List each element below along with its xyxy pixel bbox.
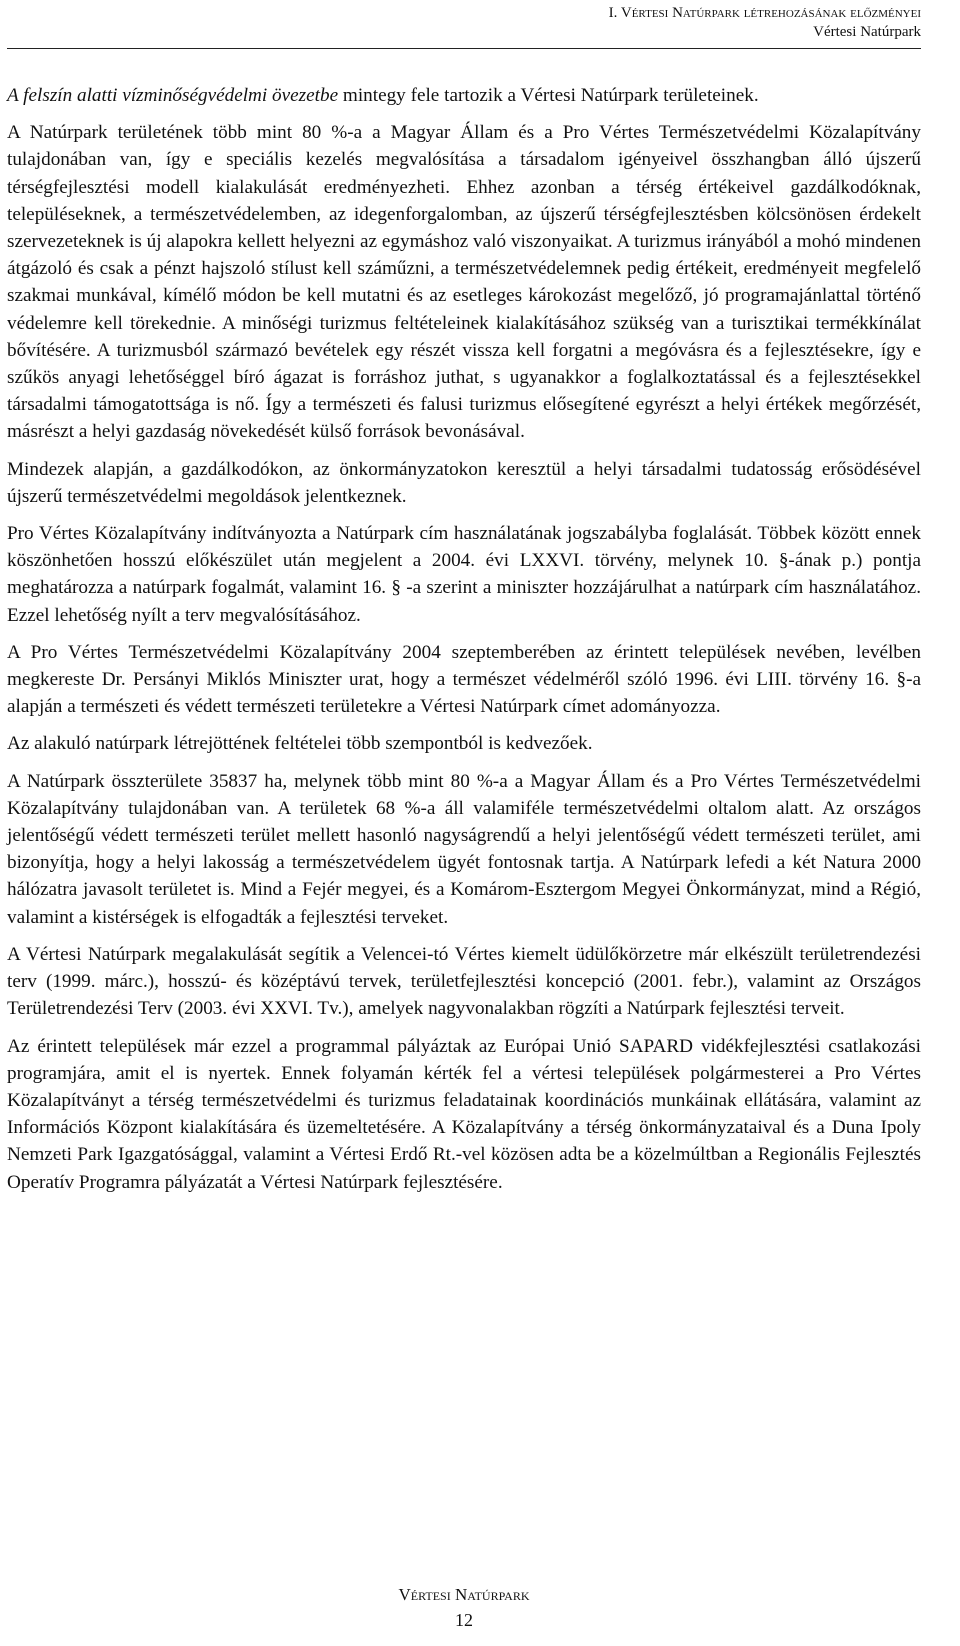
footer-title: Vértesi Natúrpark	[398, 1585, 530, 1604]
header-divider	[7, 48, 921, 49]
paragraph-8: A Vértesi Natúrpark megalakulását segítik a Velencei-tó Vértes kiemelt üdülőkörzetre már elkészült területrendezési terv (1999. márc.), hosszú- és középtávú tervek, területfejlesztési koncepció (2001. febr.), valamint az Országos Területrendezési Terv (2003. évi XXVI. Tv.), amelyek nagyvonalakban rögzíti a Natúrpark fejlesztési terveit.	[7, 943, 921, 1020]
paragraph-4: Pro Vértes Közalapítvány indítványozta a Natúrpark cím használatának jogszabályba foglalását. Többek között ennek köszönhetően hosszú előkészület után megjelent a 2004. évi LXXVI. törvény, melynek 10. §-ának p.) pontja meghatározza a natúrpark fogalmát, valamint 16. § -a szerint a miniszter hozzájárulhat a natúrpark cím használatához. Ezzel lehetőség nyílt a terv megvalósításához.	[7, 523, 921, 626]
paragraph-3: Mindezek alapján, a gazdálkodókon, az önkormányzatokon keresztül a helyi társadalmi tudatosság erősödésével újszerű természetvédelmi megoldások jelentkeznek.	[7, 458, 921, 507]
italic-term: A felszín alatti vízminőségvédelmi övezetbe	[7, 85, 339, 106]
header-subtitle: Vértesi Natúrpark	[813, 24, 921, 40]
paragraph-2: A Natúrpark területének több mint 80 %-a a Magyar Állam és a Pro Vértes Természetvédelmi Közalapítvány tulajdonában van, így e speciális kezelés megvalósítása a társadalom igényeivel összhangban álló újszerű térségfejlesztési modell kialakulását eredményezheti. Ehhez azonban a térség értékeivel gazdálkodóknak, településeknek, a természetvédelemben, az idegenforgalomban, az újszerű térségfejlesztésben kölcsönösen érdekelt szervezeteknek is új alapokra kellett helyezni az egymáshoz való viszonyaikat. A turizmus irányából a mohó mindenen átgázoló és csak a pénzt hajszoló stílust kell száműzni, a természetvédelemnek pedig értékeit, eredményeit megfelelő szakmai munkával, kímélő módon be kell mutatni és az esetleges károkozást megelőző, jó programajánlattal történő védelemre kell törekednie. A minőségi turizmus feltételeinek kialakításához szükség van a turisztikai termékkínálat bővítésére. A turizmusból származó bevételek egy részét vissza kell forgatni a megóvásra és a fejlesztésekre, így e szűkös anyagi lehetőséggel bíró ágazat is forráshoz juthat, s ugyanakkor a foglalkoztatással és a fejlesztésekkel társadalmi támogatottsága is nő. Így a természeti és falusi turizmus elősegítené egyrészt a helyi értékek megőrzését, másrészt a helyi gazdaság növekedését külső források bevonásával.	[7, 122, 921, 443]
document-body	[7, 82, 921, 1196]
paragraph-9: Az érintett települések már ezzel a programmal pályáztak az Európai Unió SAPARD vidékfejlesztési csatlakozási programjára, amit el is nyertek. Ennek folyamán kérték fel a vértesi települések polgármesterei a Pro Vértes Közalapítványt a térség természetvédelmi és turizmus feladatainak koordinációs munkáinak ellátására, valamint az Információs Központ kialakítására és üzemeltetésére. A Közalapítvány a térség önkormányzataival és a Duna Ipoly Nemzeti Park Igazgatósággal, valamint a Vértesi Erdő Rt.-vel közösen adta be a közelmúltban a Regionális Fejlesztés Operatív Programra pályázatát a Vértesi Natúrpark fejlesztésére.	[7, 1035, 921, 1193]
running-header	[609, 4, 921, 42]
paragraph-5: A Pro Vértes Természetvédelmi Közalapítvány 2004 szeptemberében az érintett települések nevében, levélben megkereste Dr. Persányi Miklós Miniszter urat, hogy a természet védelméről szóló 1996. évi LIII. törvény 16. §-a alapján a természeti és védett természeti területekre a Vértesi Natúrpark címet adományozza.	[7, 641, 921, 718]
paragraph-7: A Natúrpark összterülete 35837 ha, melynek több mint 80 %-a a Magyar Állam és a Pro Vértes Természetvédelmi Közalapítvány tulajdonában van. A területek 68 %-a áll valamiféle természetvédelmi oltalom alatt. Az országos jelentőségű védett természeti terület mellett hasonló nagyságrendű a helyi jelentőségű védett természeti terület, ami bizonyítja, hogy a helyi lakosság a természetvédelem ügyét fontosnak tartja. A Natúrpark lefedi a két Natura 2000 hálózatra javasolt területet is. Mind a Fejér megyei, és a Komárom-Esztergom Megyei Önkormányzat, mind a Régió, valamint a kistérségek is elfogadták a fejlesztési terveket.	[7, 770, 921, 928]
paragraph-1	[7, 82, 921, 109]
page-number: 12	[455, 1610, 473, 1630]
paragraph-1-text: mintegy fele tartozik a Vértesi Natúrpark területeinek.	[338, 85, 759, 106]
paragraph-6: Az alakuló natúrpark létrejöttének feltételei több szempontból is kedvezőek.	[7, 733, 593, 755]
chapter-title: I. Vértesi Natúrpark létrehozásának előzményei	[608, 5, 921, 21]
